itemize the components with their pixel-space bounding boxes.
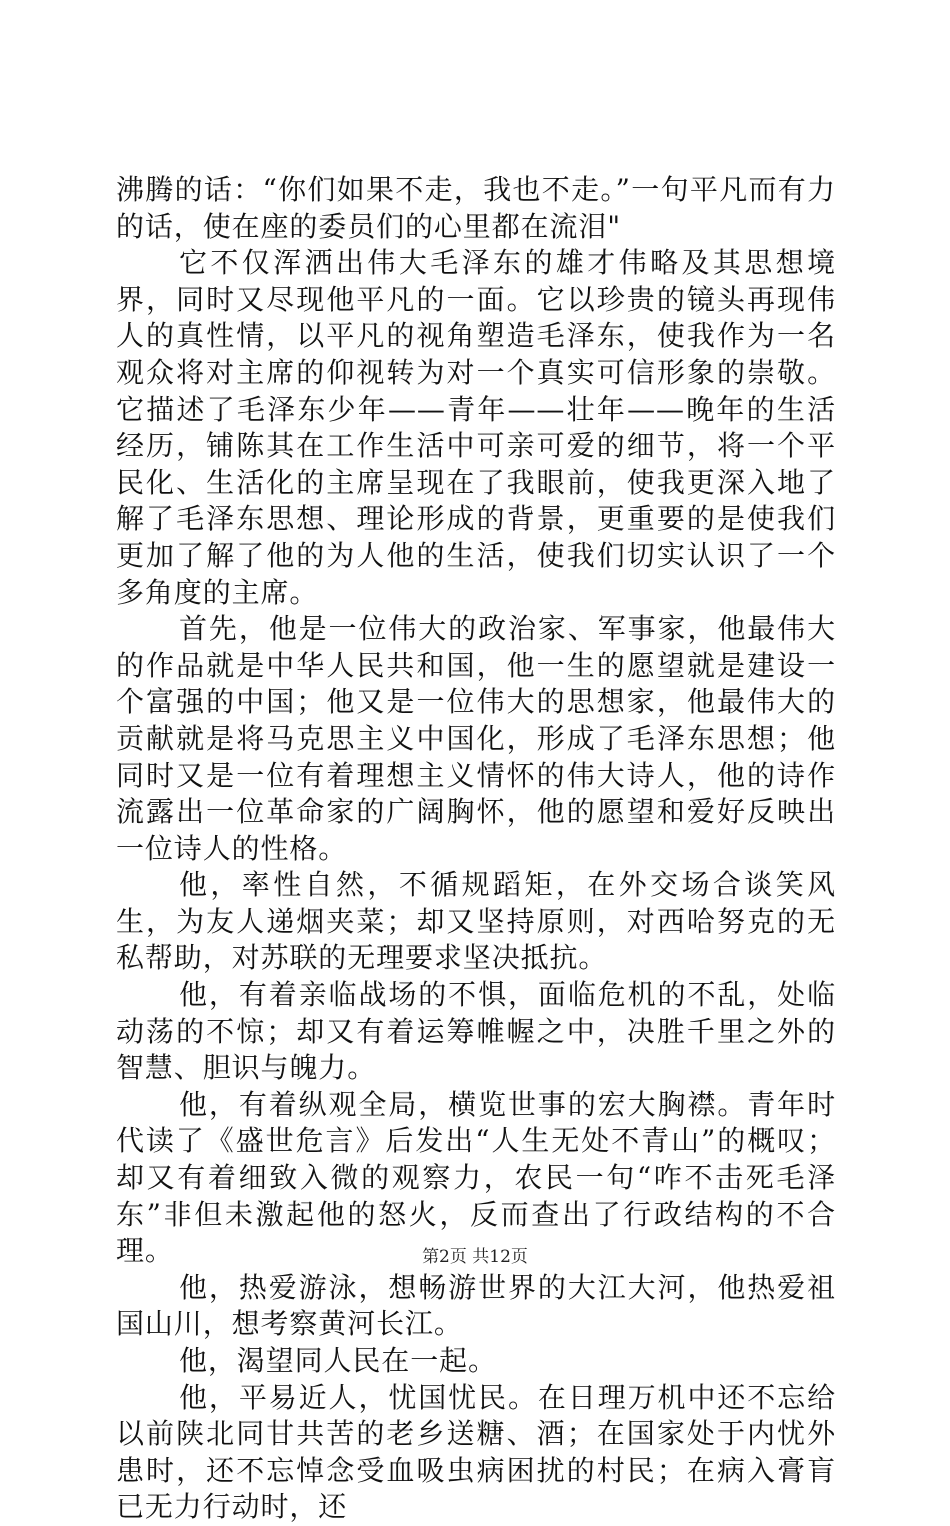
- paragraph-3: 首先，他是一位伟大的政治家、军事家，他最伟大的作品就是中华人民共和国，他一生的愿望就是建设一个富强的中国；他又是一位伟大的思想家，他最伟大的贡献就是将马克思主义中国化，形成了毛泽东思想；他同时又是一位有着理想主义情怀的伟大诗人，他的诗作流露出一位革命家的广阔胸怀，他的愿望和爱好反映出一位诗人的性格。: [116, 612, 836, 865]
- paragraph-8: 他，渴望同人民在一起。: [179, 1344, 497, 1377]
- paragraph-4: 他，率性自然，不循规蹈矩，在外交场合谈笑风生，为友人递烟夹菜；却又坚持原则，对西哈努克的无私帮助，对苏联的无理要求坚决抵抗。: [116, 868, 836, 975]
- page-footer: 第2页 共12页: [422, 1247, 528, 1267]
- paragraph-6: 他，有着纵观全局，横览世事的宏大胸襟。青年时代读了《盛世危言》后发出“人生无处不青山”的概叹；却又有着细致入微的观察力，农民一句“咋不击死毛泽东”非但未激起他的怒火，反而查出了行政结构的不合理。: [116, 1087, 836, 1268]
- paragraph-1: 沸腾的话：“你们如果不走，我也不走。”一句平凡而有力的话，使在座的委员们的心里都在流泪": [116, 173, 836, 243]
- paragraph-5: 他，有着亲临战场的不惧，面临危机的不乱，处临动荡的不惊；却又有着运筹帷幄之中，决胜千里之外的智慧、胆识与魄力。: [116, 978, 836, 1085]
- paragraph-2: 它不仅浑洒出伟大毛泽东的雄才伟略及其思想境界，同时又尽现他平凡的一面。它以珍贵的镜头再现伟人的真性情，以平凡的视角塑造毛泽东，使我作为一名观众将对主席的仰视转为对一个真实可信形象的崇敬。它描述了毛泽东少年——青年——壮年——晚年的生活经历，铺陈其在工作生活中可亲可爱的细节，将一个平民化、生活化的主席呈现在了我眼前，使我更深入地了解了毛泽东思想、理论形成的背景，更重要的是使我们更加了解了他的为人他的生活，使我们切实认识了一个多角度的主席。: [116, 246, 836, 609]
- body-text: [116, 172, 836, 1526]
- paragraph-7: 他，热爱游泳，想畅游世界的大江大河，他热爱祖国山川，想考察黄河长江。: [116, 1270, 836, 1341]
- paragraph-9: 他，平易近人，忧国忧民。在日理万机中还不忘给以前陕北同甘共苦的老乡送糖、酒；在国家处于内忧外患时，还不忘悼念受血吸虫病困扰的村民；在病入膏肓已无力行动时，还: [116, 1380, 836, 1524]
